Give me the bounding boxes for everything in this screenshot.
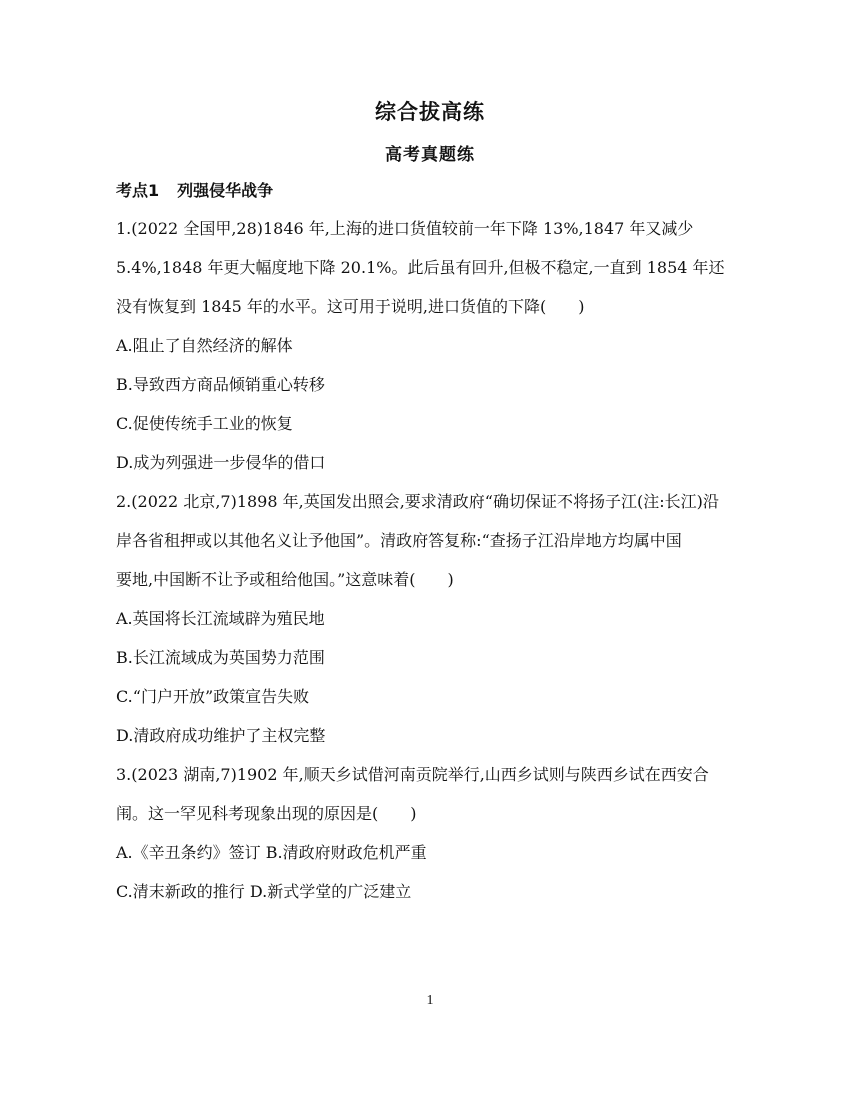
answer-options-ab: A.《辛丑条约》签订 B.清政府财政危机严重 bbox=[116, 843, 427, 862]
answer-option-a: A.阻止了自然经济的解体 bbox=[116, 336, 293, 355]
section-label: 考点 bbox=[116, 181, 149, 200]
question-stem-line: 岸各省租押或以其他名义让予他国”。清政府答复称:“查扬子江沿岸地方均属中国 bbox=[116, 531, 682, 550]
answer-options-cd: C.清末新政的推行 D.新式学堂的广泛建立 bbox=[116, 882, 412, 901]
question-stem-line: 没有恢复到 1845 年的水平。这可用于说明,进口货值的下降( ) bbox=[116, 297, 585, 316]
answer-option-c: C.“门户开放”政策宣告失败 bbox=[116, 687, 310, 706]
question-stem-line: 5.4%,1848 年更大幅度地下降 20.1%。此后虽有回升,但极不稳定,一直到 1854 年还 bbox=[116, 258, 725, 277]
answer-option-a: A.英国将长江流域辟为殖民地 bbox=[116, 609, 325, 628]
question-list bbox=[116, 214, 746, 916]
question-stem-line: 要地,中国断不让予或租给他国。”这意味着( ) bbox=[116, 570, 454, 589]
section-number: 1 bbox=[148, 181, 160, 200]
answer-option-c: C.促使传统手工业的恢复 bbox=[116, 414, 293, 433]
answer-option-b: B.长江流域成为英国势力范围 bbox=[116, 648, 325, 667]
question-stem-line: 2.(2022 北京,7)1898 年,英国发出照会,要求清政府“确切保证不将扬子江(注:长江)沿 bbox=[116, 492, 719, 511]
answer-option-d: D.清政府成功维护了主权完整 bbox=[116, 726, 326, 745]
question-stem-line: 闱。这一罕见科考现象出现的原因是( ) bbox=[116, 804, 417, 823]
question-3 bbox=[116, 760, 746, 916]
section-heading bbox=[116, 178, 273, 201]
question-stem-line: 3.(2023 湖南,7)1902 年,顺天乡试借河南贡院举行,山西乡试则与陕西乡试在西安合 bbox=[116, 765, 709, 784]
page-subtitle: 高考真题练 bbox=[385, 145, 475, 165]
answer-option-d: D.成为列强进一步侵华的借口 bbox=[116, 453, 326, 472]
question-stem-line: 1.(2022 全国甲,28)1846 年,上海的进口货值较前一年下降 13%,1847 年又减少 bbox=[116, 219, 694, 238]
page-number: 1 bbox=[426, 993, 434, 1008]
question-1 bbox=[116, 214, 746, 487]
section-name: 列强侵华战争 bbox=[177, 181, 274, 200]
question-2 bbox=[116, 487, 746, 760]
answer-option-b: B.导致西方商品倾销重心转移 bbox=[116, 375, 325, 394]
page-title: 综合拔高练 bbox=[375, 100, 485, 124]
